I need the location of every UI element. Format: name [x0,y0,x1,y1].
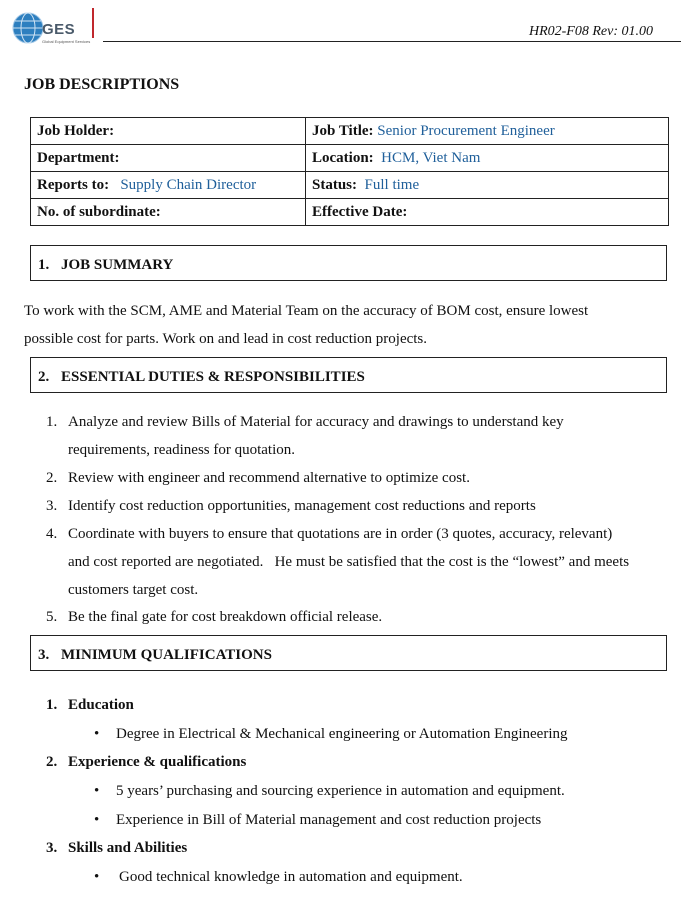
section-title: MINIMUM QUALIFICATIONS [61,647,272,663]
list-item-line: requirements, readiness for quotation. [68,442,296,458]
subordinates-cell [31,199,306,226]
table-row [31,145,669,172]
list-number: 3. [46,840,58,856]
bullet-icon: • [94,869,100,885]
job-holder-cell [31,118,306,145]
job-info-table [30,117,669,226]
bullet-text: Experience in Bill of Material management and cost reduction projects [116,812,542,828]
document-title: JOB DESCRIPTIONS [24,76,180,93]
section-title: ESSENTIAL DUTIES & RESPONSIBILITIES [61,369,365,385]
bullet-icon: • [94,783,100,799]
section-number: 3. [38,647,50,663]
status-value: Full time [364,176,420,193]
list-item-line: Be the final gate for cost breakdown official release. [68,609,383,625]
list-number: 3. [46,498,58,514]
list-item-line: Identify cost reduction opportunities, management cost reductions and reports [68,498,536,514]
department-cell [31,145,306,172]
location-cell [306,145,669,172]
job-title-cell [306,118,669,145]
list-number: 1. [46,414,58,430]
table-row [31,172,669,199]
section-number: 2. [38,369,50,385]
reports-to-value: Supply Chain Director [120,176,257,193]
list-item-line: customers target cost. [68,582,199,598]
list-number: 4. [46,526,58,542]
bullet-icon: • [94,726,100,742]
list-item-line: Coordinate with buyers to ensure that quotations are in order (3 quotes, accuracy, relevant) [68,526,613,542]
location-value: HCM, Viet Nam [381,149,481,166]
job-title-value: Senior Procurement Engineer [377,122,555,139]
subordinates-label: No. of subordinate: [37,203,161,220]
status-cell [306,172,669,199]
job-summary-line: possible cost for parts. Work on and lead in cost reduction projects. [24,331,428,347]
job-summary-line: To work with the SCM, AME and Material Team on the accuracy of BOM cost, ensure lowest [24,303,589,319]
section-heading-duties [30,357,667,393]
list-item-line: Review with engineer and recommend alternative to optimize cost. [68,470,470,486]
list-number: 2. [46,470,58,486]
list-item-line: and cost reported are negotiated. He must be satisfied that the cost is the “lowest” and meets [68,554,630,570]
company-logo [10,8,98,46]
reports-to-cell [31,172,306,199]
logo-text: GES [42,21,76,38]
section-title: JOB SUMMARY [61,257,174,273]
revision-label: HR02-F08 Rev: 01.00 [528,24,653,39]
effective-date-label: Effective Date: [312,203,408,220]
section-heading-qualifications [30,635,667,671]
job-summary-text [24,297,674,353]
list-number: 1. [46,697,58,713]
reports-to-label: Reports to: [37,176,110,193]
job-title-label: Job Title: [312,122,374,139]
bullet-text: 5 years’ purchasing and sourcing experience in automation and equipment. [116,783,565,799]
list-item-line: Analyze and review Bills of Material for accuracy and drawings to understand key [68,414,564,430]
effective-date-cell [306,199,669,226]
location-label: Location: [312,149,374,166]
bullet-text: Degree in Electrical & Mechanical engineering or Automation Engineering [116,726,568,742]
logo-subtext: Global Equipment Services [42,39,91,44]
bullet-icon: • [94,812,100,828]
header-divider [103,41,681,42]
table-row [31,118,669,145]
department-label: Department: [37,149,120,166]
list-number: 5. [46,609,58,625]
section-heading-job-summary [30,245,667,281]
table-row [31,199,669,226]
list-number: 2. [46,754,58,770]
logo-accent-icon [92,8,98,46]
job-holder-label: Job Holder: [37,122,115,139]
qualification-heading: Experience & qualifications [68,754,247,770]
bullet-text: Good technical knowledge in automation and equipment. [119,869,463,885]
status-label: Status: [312,176,358,193]
section-number: 1. [38,257,50,273]
qualification-heading: Education [68,697,134,713]
qualification-heading: Skills and Abilities [68,840,188,856]
